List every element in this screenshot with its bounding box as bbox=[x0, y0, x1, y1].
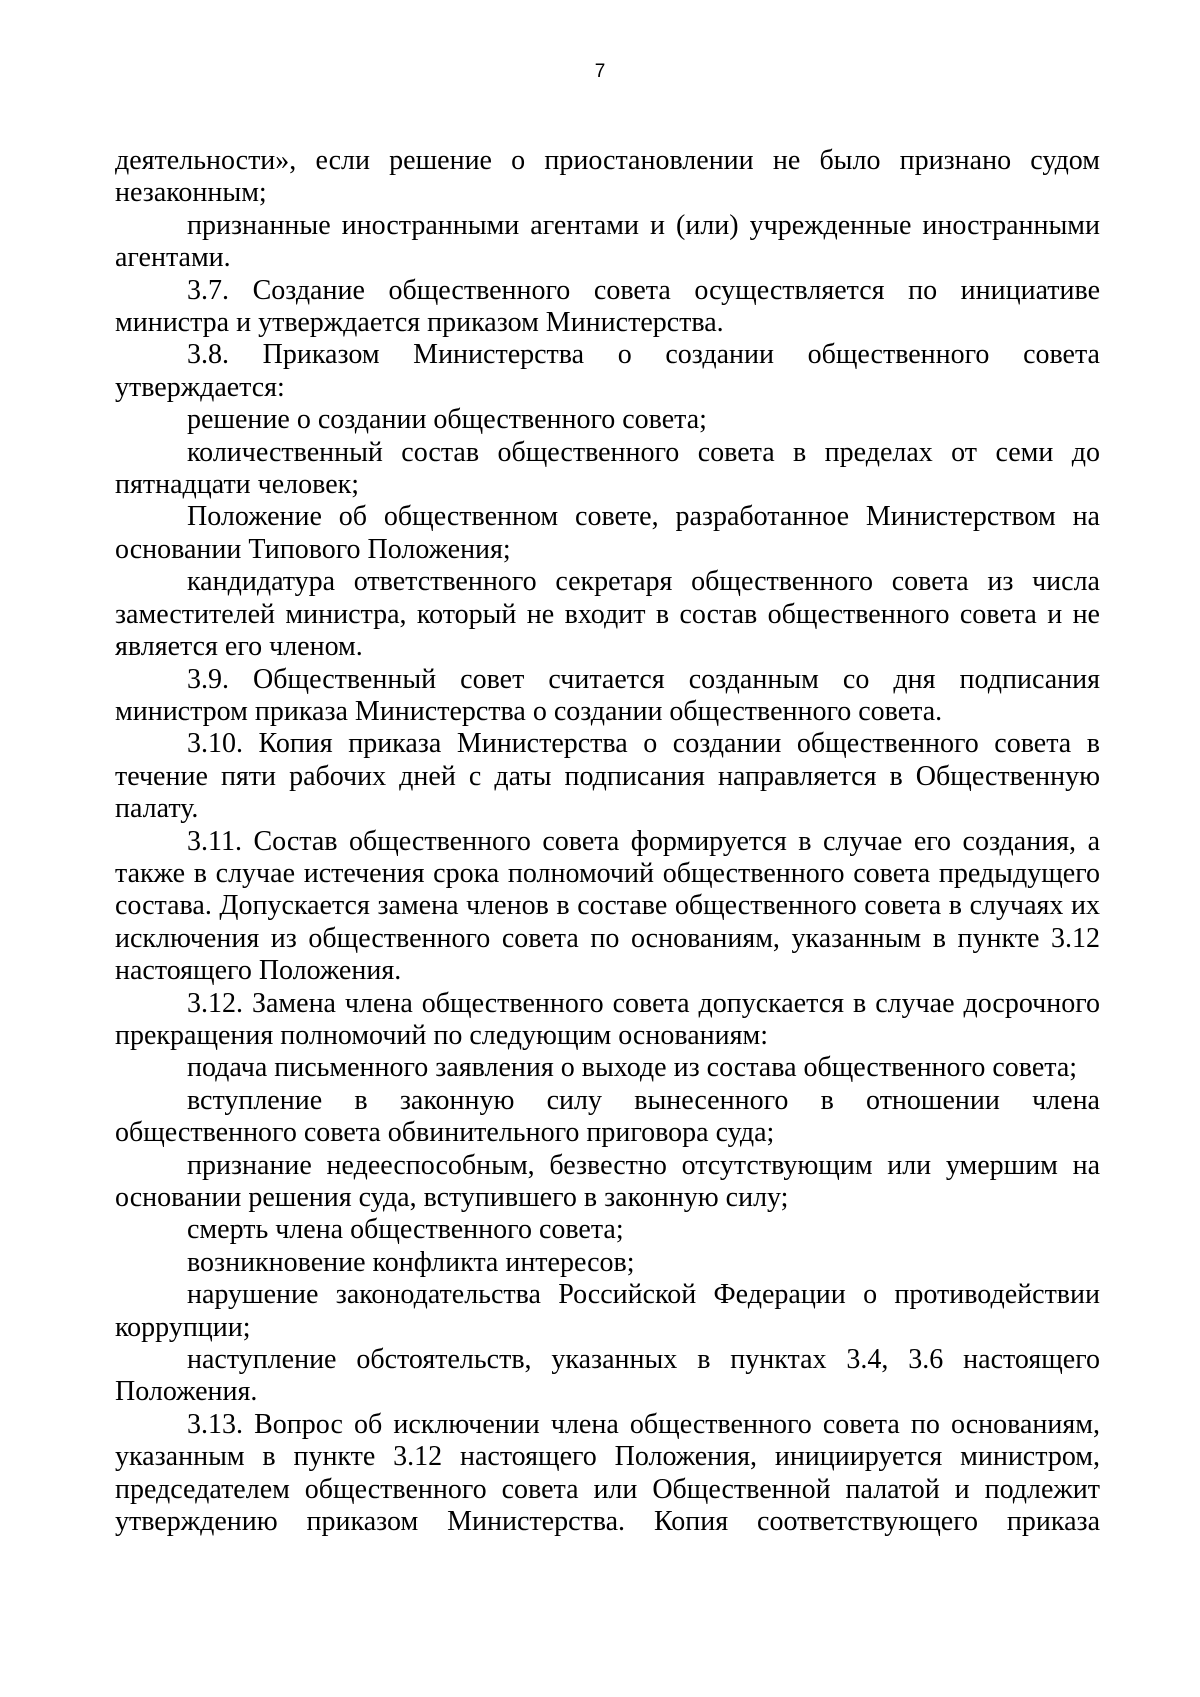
list-item-incapacity: признание недееспособным, безвестно отсутствующим или умершим на основании решения суда, вступившего в законную силу; bbox=[115, 1149, 1100, 1213]
list-item-conviction: вступление в законную силу вынесенного в отношении члена общественного совета обвинительного приговора суда; bbox=[115, 1084, 1100, 1149]
paragraph-3-12: 3.12. Замена члена общественного совета допускается в случае досрочного прекращения полномочий по следующим основаниям: bbox=[115, 987, 1100, 1051]
paragraph-3-8: 3.8. Приказом Министерства о создании общественного совета утверждается: bbox=[115, 339, 1100, 403]
list-item-corruption: нарушение законодательства Российской Федерации о противодействии коррупции; bbox=[115, 1279, 1100, 1343]
paragraph-foreign-agents: признанные иностранными агентами и (или) учрежденные иностранными агентами. bbox=[115, 209, 1100, 274]
list-item-decision: решение о создании общественного совета; bbox=[187, 404, 707, 436]
paragraph-3-9: 3.9. Общественный совет считается созданным со дня подписания министром приказа Министерства о создании общественного совета. bbox=[115, 663, 1100, 727]
paragraph-continuation: деятельности», если решение о приостановлении не было признано судом незаконным; bbox=[115, 145, 1100, 209]
list-item-death: смерть члена общественного совета; bbox=[187, 1214, 624, 1246]
list-item-secretary: кандидатура ответственного секретаря общественного совета из числа заместителей министра, который не входит в состав общественного совета и не является его членом. bbox=[115, 566, 1100, 663]
paragraph-3-7: 3.7. Создание общественного совета осуществляется по инициативе министра и утверждается приказом Министерства. bbox=[115, 274, 1100, 339]
paragraph-3-10: 3.10. Копия приказа Министерства о создании общественного совета в течение пяти рабочих дней с даты подписания направляется в Общественную палату. bbox=[115, 728, 1100, 825]
list-item-conflict: возникновение конфликта интересов; bbox=[187, 1246, 635, 1278]
list-item-regulation: Положение об общественном совете, разработанное Министерством на основании Типового Положения; bbox=[115, 501, 1100, 565]
document-body bbox=[115, 145, 1100, 1538]
paragraph-3-11: 3.11. Состав общественного совета формируется в случае его создания, а также в случае истечения срока полномочий общественного совета предыдущего состава. Допускается замена членов в составе общественного совета в случаях их исключения из общественного совета по основаниям, указанным в пункте 3.12 настоящего Положения. bbox=[115, 825, 1100, 987]
page-number: 7 bbox=[594, 61, 606, 82]
list-item-composition: количественный состав общественного совета в пределах от семи до пятнадцати человек; bbox=[115, 436, 1100, 501]
list-item-resignation: подача письменного заявления о выходе из состава общественного совета; bbox=[187, 1052, 1078, 1084]
paragraph-3-13: 3.13. Вопрос об исключении члена общественного совета по основаниям, указанным в пункте 3.12 настоящего Положения, инициируется министром, председателем общественного совета или Общественной палатой и подлежит утверждению приказом Министерства. Копия соответствующего приказа bbox=[115, 1408, 1100, 1538]
list-item-circumstances: наступление обстоятельств, указанных в пунктах 3.4, 3.6 настоящего Положения. bbox=[115, 1344, 1100, 1408]
